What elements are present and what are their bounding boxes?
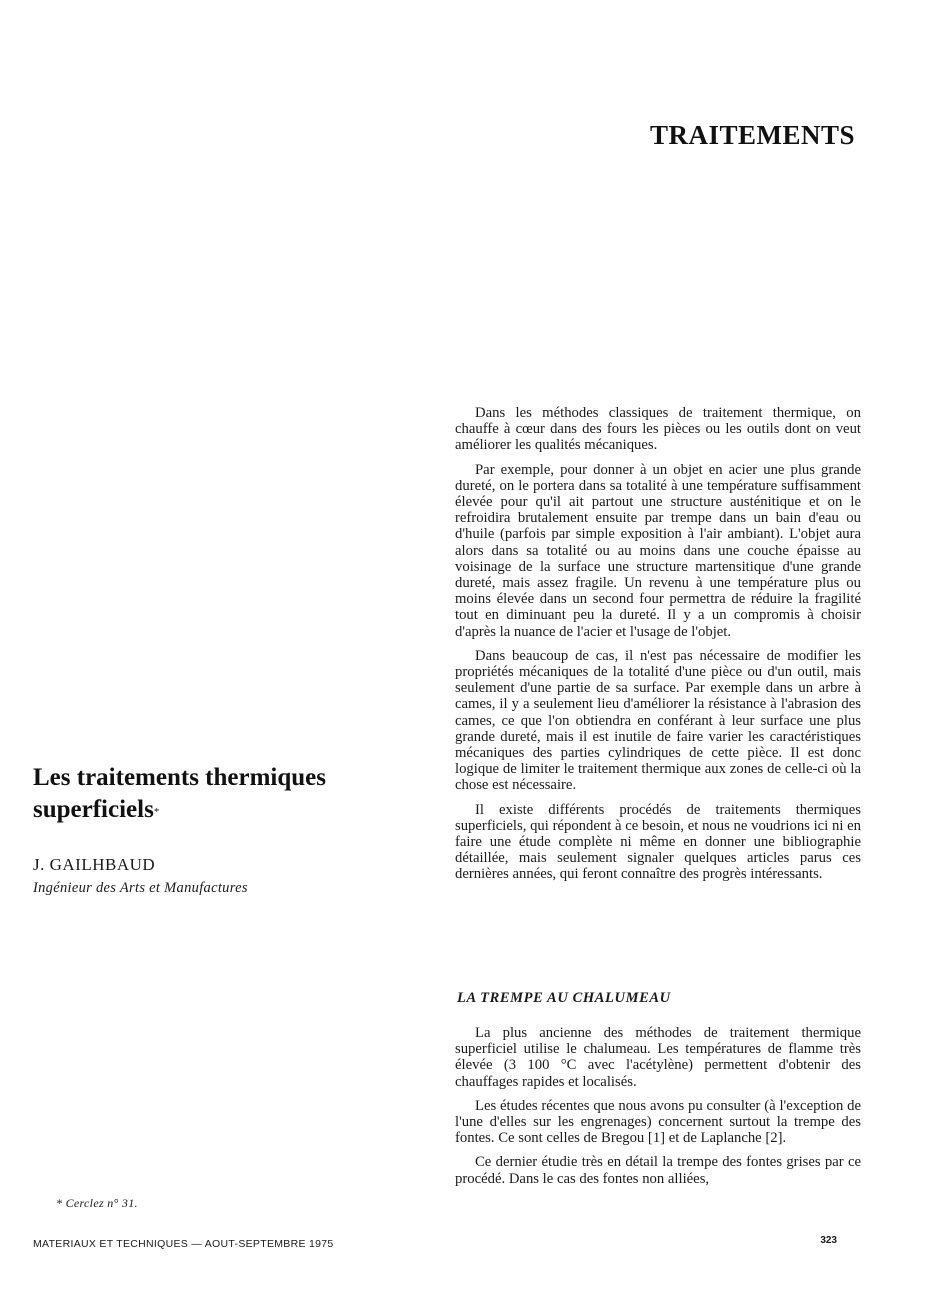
author-name: J. GAILHBAUD [33,855,156,874]
paragraph: Ce dernier étudie très en détail la trempe des fontes grises par ce procédé. Dans le cas des fontes non alliées, [455,1154,861,1187]
article-title-text: Les traitements thermiques superficiels [33,764,326,823]
body-column [455,405,861,891]
author-affiliation: Ingénieur des Arts et Manufactures [33,880,248,896]
page-number: 323 [820,1235,837,1246]
article-title [33,762,413,826]
subheading: LA TREMPE AU CHALUMEAU [457,990,671,1006]
journal-footer: MATERIAUX ET TECHNIQUES — AOUT-SEPTEMBRE 1975 [33,1238,334,1250]
section-title: TRAITEMENTS [649,120,855,150]
paragraph: La plus ancienne des méthodes de traitement thermique superficiel utilise le chalumeau. Les températures de flamme très élevée (3 100 °C avec l'acétylène) permettent d'obtenir des chauffages rapides et localisés. [455,1025,861,1090]
body-column-continued [455,1025,861,1195]
paragraph: Il existe différents procédés de traitements thermiques superficiels, qui répondent à ce besoin, et nous ne voudrions ici ni en faire une étude complète ni même en donner une bibliographie détaillée, mais seulement signaler quelques articles parus ces dernières années, qui feront connaître des progrès intéressants. [455,801,861,883]
paragraph: Les études récentes que nous avons pu consulter (à l'exception de l'une d'elles sur les engrenages) concernent surtout la trempe des fontes. Ce sont celles de Bregou [1] et de Laplanche [2]. [455,1097,861,1147]
paragraph: Dans les méthodes classiques de traitement thermique, on chauffe à cœur dans des fours les pièces ou les outils dont on veut améliorer les qualités mécaniques. [455,405,861,454]
paragraph: Par exemple, pour donner à un objet en acier une plus grande dureté, on le portera dans sa totalité à une température suffisamment élevée pour qu'il ait partout une structure austénitique et on le refroidira brutalement ensuite par trempe dans un bain d'eau ou d'huile (parfois par simple exposition à l'air ambiant). L'objet aura alors dans sa totalité ou au moins dans une couche épaisse au voisinage de la surface une structure martensitique d'une grande dureté, mais assez fragile. Un revenu à une température plus ou moins élevée dans un second four permettra de réduire la fragilité tout en diminuant peu la dureté. Il y a un compromis à choisir d'après la nuance de l'acier et l'usage de l'objet. [455,461,861,640]
footnote: * Cerclez n° 31. [56,1196,138,1210]
footnote-marker: * [153,806,160,818]
paragraph: Dans beaucoup de cas, il n'est pas nécessaire de modifier les propriétés mécaniques de la totalité d'une pièce ou d'un outil, mais seulement d'une partie de sa surface. Par exemple dans un arbre à cames, il y a seulement lieu d'améliorer la résistance à l'abrasion des cames, ce que l'on obtiendra en conférant à leur surface une plus grande dureté, mais il est inutile de faire varier les caractéristiques mécaniques des parties cylindriques de cette pièce. Il est donc logique de limiter le traitement thermique aux zones de celle-ci où la chose est nécessaire. [455,647,861,794]
